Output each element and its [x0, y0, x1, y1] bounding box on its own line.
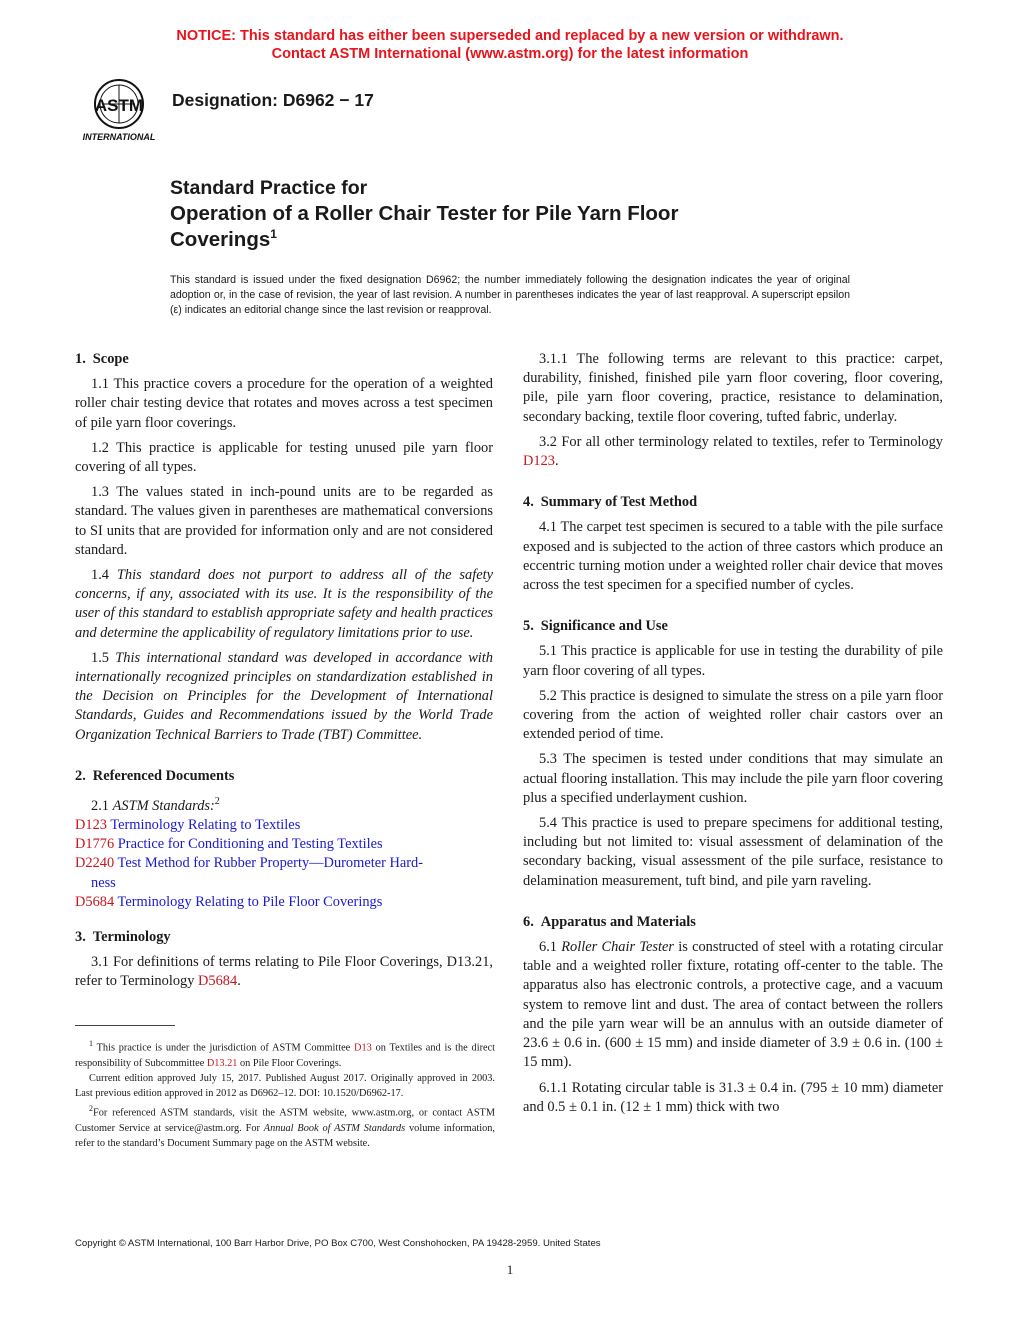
para-text: 3.1 For definitions of terms relating to Pile Floor Coverings, D13.21, refer to Terminology: [75, 954, 493, 990]
para-5-2: 5.2 This practice is designed to simulate the stress on a pile yarn floor covering from the action of weighted roller chair castors over an extended period of time.: [523, 687, 943, 743]
footnote-2: [75, 1101, 495, 1151]
ref-code[interactable]: D1776: [75, 836, 115, 853]
para-text: ASTM Standards:: [112, 797, 215, 814]
ref-code[interactable]: D5684: [75, 893, 115, 910]
section-title: Apparatus and Materials: [540, 913, 696, 930]
footnote-rule: [75, 1025, 175, 1026]
fn-text: volume information, refer to the standard’s Document Summary page on the ASTM website.: [75, 1122, 495, 1150]
para-5-3: 5.3 The specimen is tested under conditions that may simulate an actual flooring installation. This may include the pile yarn floor covering plus a specified underlayment cushion.: [523, 751, 943, 806]
para-5-4: 5.4 This practice is used to prepare specimens for additional testing, including but not limited to: visual assessment of delamination of the secondary backing, visual assessment of the pile surface, resistance to delamination measurement, tuft bind, and pile yarn raveling.: [523, 815, 943, 889]
section-num: 1.: [75, 351, 86, 367]
title-line-1: Standard Practice for: [170, 177, 368, 199]
section-title: Summary of Test Method: [540, 494, 698, 511]
section-3-heading: [75, 928, 493, 947]
notice-line-2: Contact ASTM International (www.astm.org) for the latest information: [271, 46, 749, 62]
preamble: This standard is issued under the fixed designation D6962; the number immediately following the designation indicates the year of original adoption or, in the case of revision, the year of last revision. A number in parentheses indicates the year of last reapproval. A superscript epsilon (ε) indicates an editorial change since the last revision or reapproval.: [170, 274, 850, 316]
para-term: Roller Chair Tester: [561, 939, 674, 956]
section-5-heading: [523, 617, 943, 636]
section-4-heading: [523, 493, 943, 512]
section-title: Terminology: [92, 929, 171, 946]
section-title: Significance and Use: [540, 618, 668, 635]
section-title: Scope: [92, 351, 129, 367]
title-line-2: Operation of a Roller Chair Tester for Pile Yarn Floor: [170, 202, 679, 225]
para-num: 1.4: [91, 567, 117, 584]
para-1-2: 1.2 This practice is applicable for testing unused pile yarn floor covering of all types.: [75, 439, 493, 476]
section-num: 4.: [523, 494, 534, 511]
para-text: 3.2 For all other terminology related to textiles, refer to Terminology: [539, 433, 943, 450]
ref-d123[interactable]: [59, 816, 493, 835]
para-num: 2.1: [91, 797, 113, 814]
para-end: .: [554, 453, 559, 470]
section-6-heading: [523, 913, 943, 932]
para-end: .: [237, 973, 241, 990]
footnote-1-edition: Current edition approved July 15, 2017. Published August 2017. Originally approved in 2003. Last previous edition approved in 2012 as D6962–12. DOI: 10.1520/D6962-17.: [75, 1072, 495, 1100]
ref-d5684[interactable]: [59, 893, 493, 912]
footnote-1: [75, 1036, 495, 1071]
right-column: [523, 350, 943, 1123]
ref-link-d5684[interactable]: D5684: [198, 973, 238, 990]
para-1-5: [75, 649, 493, 745]
para-text: This standard does not purport to address all of the safety concerns, if any, associated with its use. It is the responsibility of the user of this standard to establish appropriate safety and health practices and determine the applicability of regulatory limitations prior to use.: [75, 567, 493, 641]
copyright: Copyright © ASTM International, 100 Barr Harbor Drive, PO Box C700, West Conshohocken, PA 19428-2959. United States: [75, 1238, 601, 1249]
document-title: [170, 175, 810, 253]
ref-link-d13[interactable]: D13: [354, 1042, 372, 1054]
designation: Designation: D6962 − 17: [172, 90, 374, 110]
para-1-1: 1.1 This practice covers a procedure for the operation of a weighted roller chair testing device that rotates and moves across a test specimen of pile yarn floor coverings.: [75, 376, 493, 431]
section-num: 3.: [75, 929, 86, 946]
section-1-heading: [75, 350, 493, 369]
ref-title[interactable]: Terminology Relating to Pile Floor Coverings: [117, 893, 383, 910]
ref-d2240[interactable]: [59, 854, 493, 892]
section-num: 5.: [523, 618, 534, 635]
section-num: 2.: [75, 767, 86, 784]
astm-logo: [76, 78, 162, 144]
section-num: 6.: [523, 913, 534, 930]
ref-code[interactable]: D2240: [75, 855, 115, 872]
fn-text: For referenced ASTM standards, visit the ASTM website, www.astm.org, or contact ASTM Customer Service at service@astm.org. For: [75, 1107, 495, 1134]
fn-text: on Pile Floor Coverings.: [237, 1057, 342, 1069]
footnote-mark: 2: [89, 1104, 93, 1114]
fn-text: This practice is under the jurisdiction of ASTM Committee: [96, 1042, 355, 1054]
para-3-1-1: 3.1.1 The following terms are relevant to this practice: carpet, durability, finished, finished pile yarn floor covering, floor covering, pile, pile yarn floor covering, practice, resistance to delamination, secondary backing, textile floor covering, tufted fabric, underlay.: [523, 351, 943, 425]
para-num: 1.5: [91, 649, 116, 666]
ref-title[interactable]: Terminology Relating to Textiles: [110, 817, 301, 834]
title-footnote-mark: 1: [270, 227, 277, 241]
para-1-4: [75, 566, 493, 643]
footnote-mark: 1: [89, 1039, 93, 1048]
para-3-1: [75, 953, 493, 991]
ref-code[interactable]: D123: [75, 817, 107, 834]
ref-d1776[interactable]: [59, 835, 493, 854]
footnote-mark: 2: [214, 796, 220, 808]
para-3-2: [523, 433, 943, 471]
ref-title[interactable]: Practice for Conditioning and Testing Textiles: [117, 836, 383, 853]
title-line-3: Coverings: [170, 228, 271, 251]
footnotes: [75, 1036, 495, 1151]
logo-caption: INTERNATIONAL: [82, 132, 156, 142]
para-num: 6.1: [539, 939, 562, 956]
logo-mark: ASTM: [94, 96, 144, 115]
astm-logo-icon: [76, 78, 162, 144]
ref-title-cont[interactable]: ness: [91, 874, 116, 891]
para-text: This international standard was developed in accordance with internationally recognized principles on standardization established in the Decision on Principles for the Development of International Standards, Guides and Recommendations issued by the World Trade Organization Technical Barriers to Trade (TBT) Committee.: [75, 649, 493, 743]
para-1-3: 1.3 The values stated in inch-pound units are to be regarded as standard. The values given in parentheses are mathematical conversions to SI units that are provided for information only and are not considered standard.: [75, 484, 493, 558]
notice-line-1: NOTICE: This standard has either been superseded and replaced by a new version or withdrawn.: [176, 28, 844, 44]
ref-title[interactable]: Test Method for Rubber Property—Durometer Hard-: [117, 855, 424, 872]
page-number: 1: [506, 1262, 514, 1277]
withdrawn-notice: [0, 27, 1020, 63]
fn-italic: Annual Book of ASTM Standards: [263, 1122, 406, 1134]
ref-link-d123[interactable]: D123: [523, 453, 555, 470]
section-2-heading: [75, 767, 493, 786]
ref-link-d13-21[interactable]: D13.21: [206, 1057, 238, 1069]
section-title: Referenced Documents: [92, 767, 235, 784]
para-4-1: 4.1 The carpet test specimen is secured to a table with the pile surface exposed and is subjected to the action of three castors which produce an eccentric turning motion under a weighted roller chair device that moves across the test specimen for a specified number of cycles.: [523, 519, 943, 594]
para-2-1: [75, 792, 493, 816]
para-6-1: [523, 938, 943, 1072]
fn-text: on Textiles and is the direct responsibility of Subcommittee: [75, 1042, 495, 1069]
para-5-1: 5.1 This practice is applicable for use in testing the durability of pile yarn floor covering of all types.: [523, 643, 943, 679]
para-6-1-1: 6.1.1 Rotating circular table is 31.3 ± 0.4 in. (795 ± 10 mm) diameter and 0.5 ± 0.1 in. (12 ± 1 mm) thick with two: [523, 1079, 943, 1115]
para-text: is constructed of steel with a rotating circular table and a weighted roller fixture, rotating off-center to the table. The apparatus also has electronic controls, a protective cage, and a vacuum system to remove lint and dust. The area of contact between the rollers and the pile yarn wear will be an annulus with an outside diameter of 23.6 ± 0.6 in. (600 ± 15 mm) and inside diameter of 3.9 ± 0.6 in. (100 ± 15 mm).: [523, 939, 943, 1071]
left-column: [75, 350, 493, 998]
